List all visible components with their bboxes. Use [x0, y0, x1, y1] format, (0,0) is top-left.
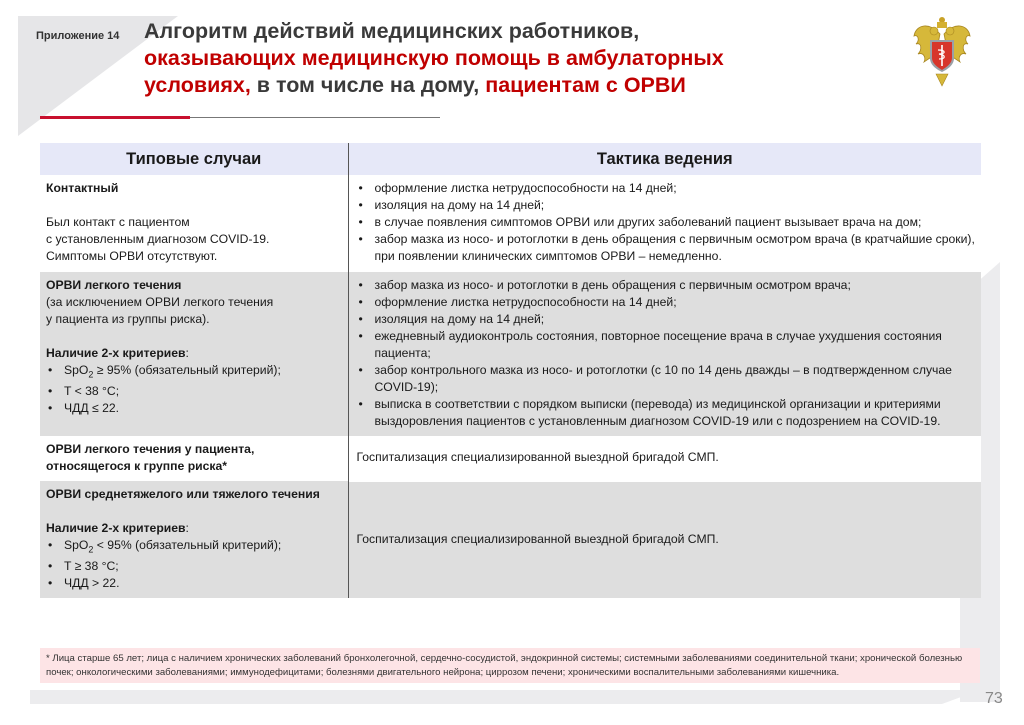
column-header-tactics: Тактика ведения	[348, 143, 981, 175]
title-line-3-red-b: пациентам с ОРВИ	[485, 73, 686, 97]
algorithm-table	[40, 143, 981, 598]
page-number: 73	[985, 690, 1003, 707]
tactics-item: • выписка в соответствии с порядком выписки (перевода) из медицинской организации и критериями выздоровления пациентов с установленным диагнозом COVID-19 или с подозрением на COVID-19.	[357, 396, 976, 430]
case-text-line: Симптомы ОРВИ отсутствуют.	[46, 249, 218, 263]
title-underline	[190, 117, 440, 118]
criteria-label: Наличие 2-х критериев:	[46, 521, 189, 535]
tactics-item: • забор мазка из носо- и ротоглотки в день обращения с первичным осмотром врача;	[357, 277, 976, 294]
tactics-item: • забор контрольного мазка из носо- и ротоглотки (с 10 по 14 день дважды – в подтвержденном случае COVID-19);	[357, 362, 976, 396]
tactics-item: • забор мазка из носо- и ротоглотки в день обращения с первичным осмотром врача (в кратчайшие сроки), при появлении клинических симптомов ОРВИ – немедленно.	[357, 231, 976, 265]
title-line-1: Алгоритм действий медицинских работников,	[144, 19, 640, 43]
decorative-bottom-band	[30, 690, 980, 704]
tactics-cell	[348, 175, 981, 272]
tactics-item: • изоляция на дому на 14 дней;	[357, 311, 976, 328]
title-line-3-red-a: условиях,	[144, 73, 251, 97]
table-row	[40, 436, 981, 481]
case-title: ОРВИ легкого течения	[46, 277, 182, 292]
criteria-list	[46, 362, 342, 417]
case-text-line: с установленным диагнозом COVID-19.	[46, 232, 270, 246]
criteria-item: • SpO$_2$ < 95% (обязательный критерий);	[46, 537, 342, 558]
annex-label: Приложение 14	[36, 30, 120, 42]
tactics-item: • в случае появления симптомов ОРВИ или других заболеваний пациент вызывает врача на дом;	[357, 214, 976, 231]
case-title: ОРВИ среднетяжелого или тяжелого течения	[46, 487, 320, 501]
tactics-text: Госпитализация специализированной выездной бригадой СМП.	[356, 450, 719, 465]
criteria-label: Наличие 2-х критериев:	[46, 345, 189, 360]
criteria-item: • T ≥ 38 °C;	[46, 558, 342, 575]
case-title: ОРВИ легкого течения у пациента, относящегося к группе риска*	[46, 442, 255, 473]
title-underline-accent	[40, 116, 190, 119]
criteria-item: • SpO$_2$ ≥ 95% (обязательный критерий);	[46, 362, 342, 383]
table-row	[40, 175, 981, 272]
tactics-cell	[348, 272, 981, 437]
tactics-item: • оформление листка нетрудоспособности на 14 дней;	[357, 180, 976, 197]
tactics-list	[357, 277, 976, 430]
tactics-cell	[348, 436, 981, 481]
title-line-2: оказывающих медицинскую помощь в амбулаторных	[144, 46, 724, 70]
table-row	[40, 272, 981, 437]
case-cell	[40, 175, 348, 272]
tactics-item: • ежедневный аудиоконтроль состояния, повторное посещение врача в случае ухудшения состояния пациента;	[357, 328, 976, 362]
tactics-cell	[348, 481, 981, 598]
tactics-item: • оформление листка нетрудоспособности на 14 дней;	[357, 294, 976, 311]
case-cell	[40, 481, 348, 598]
table-row	[40, 481, 981, 598]
column-header-cases: Типовые случаи	[40, 143, 348, 175]
case-cell	[40, 436, 348, 481]
criteria-item: • ЧДД > 22.	[46, 575, 342, 592]
case-text-line: у пациента из группы риска).	[46, 311, 210, 326]
tactics-list	[357, 180, 976, 265]
case-text-line: (за исключением ОРВИ легкого течения	[46, 294, 274, 309]
footnote: * Лица старше 65 лет; лица с наличием хронических заболеваний бронхолегочной, сердечно-сосудистой, эндокринной системы; системными заболеваниями соединительной ткани; хронической болезнью почек; онкологическими заболеваниями; иммунодефицитами; болезнями двигательного нейрона; циррозом печени; хроническими воспалительными заболеваниями кишечника.	[40, 648, 980, 683]
criteria-item: • T < 38 °C;	[46, 383, 342, 400]
table-header-row	[40, 143, 981, 175]
case-title: Контактный	[46, 181, 119, 195]
case-cell	[40, 272, 348, 437]
tactics-item: • изоляция на дому на 14 дней;	[357, 197, 976, 214]
page-title	[144, 18, 864, 99]
criteria-item: • ЧДД ≤ 22.	[46, 400, 342, 417]
title-line-3-dark: в том числе на дому,	[250, 73, 486, 97]
ministry-emblem-icon	[912, 14, 972, 88]
case-text-line: Был контакт с пациентом	[46, 215, 190, 229]
criteria-list	[46, 537, 342, 592]
tactics-text: Госпитализация специализированной выездной бригадой СМП.	[356, 531, 719, 546]
